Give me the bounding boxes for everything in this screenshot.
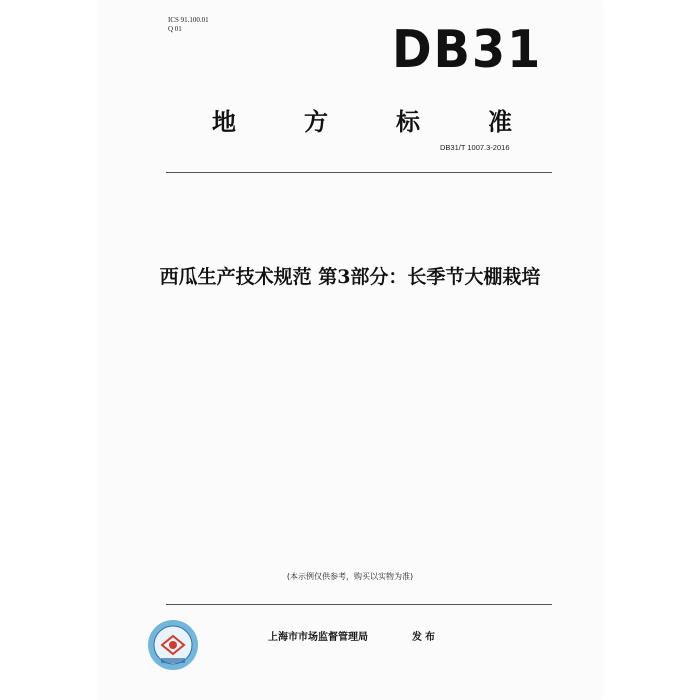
standard-type-char: 标 bbox=[396, 108, 420, 136]
classification-codes bbox=[168, 16, 209, 34]
standard-type-heading bbox=[212, 102, 512, 137]
standard-type-char: 准 bbox=[488, 108, 512, 136]
issuing-authority: 上海市市场监督管理局 bbox=[268, 632, 368, 643]
document-title: 西瓜生产技术规范 第3部分：长季节大棚栽培 bbox=[159, 266, 541, 288]
standard-code-logo: DB31 bbox=[392, 20, 543, 80]
header-divider bbox=[166, 172, 552, 173]
sample-disclaimer: (本示例仅供参考，购买以实物为准) bbox=[286, 572, 414, 581]
standard-number: DB31/T 1007.3-2016 bbox=[440, 143, 510, 152]
ccs-code: Q 01 bbox=[168, 25, 182, 33]
footer-divider bbox=[166, 604, 552, 605]
ics-code: ICS 91.100.01 bbox=[168, 16, 209, 24]
standard-type-char: 方 bbox=[304, 108, 328, 136]
publish-label: 发布 bbox=[412, 632, 438, 643]
standard-type-char: 地 bbox=[212, 108, 236, 136]
certification-seal-icon bbox=[146, 618, 200, 672]
